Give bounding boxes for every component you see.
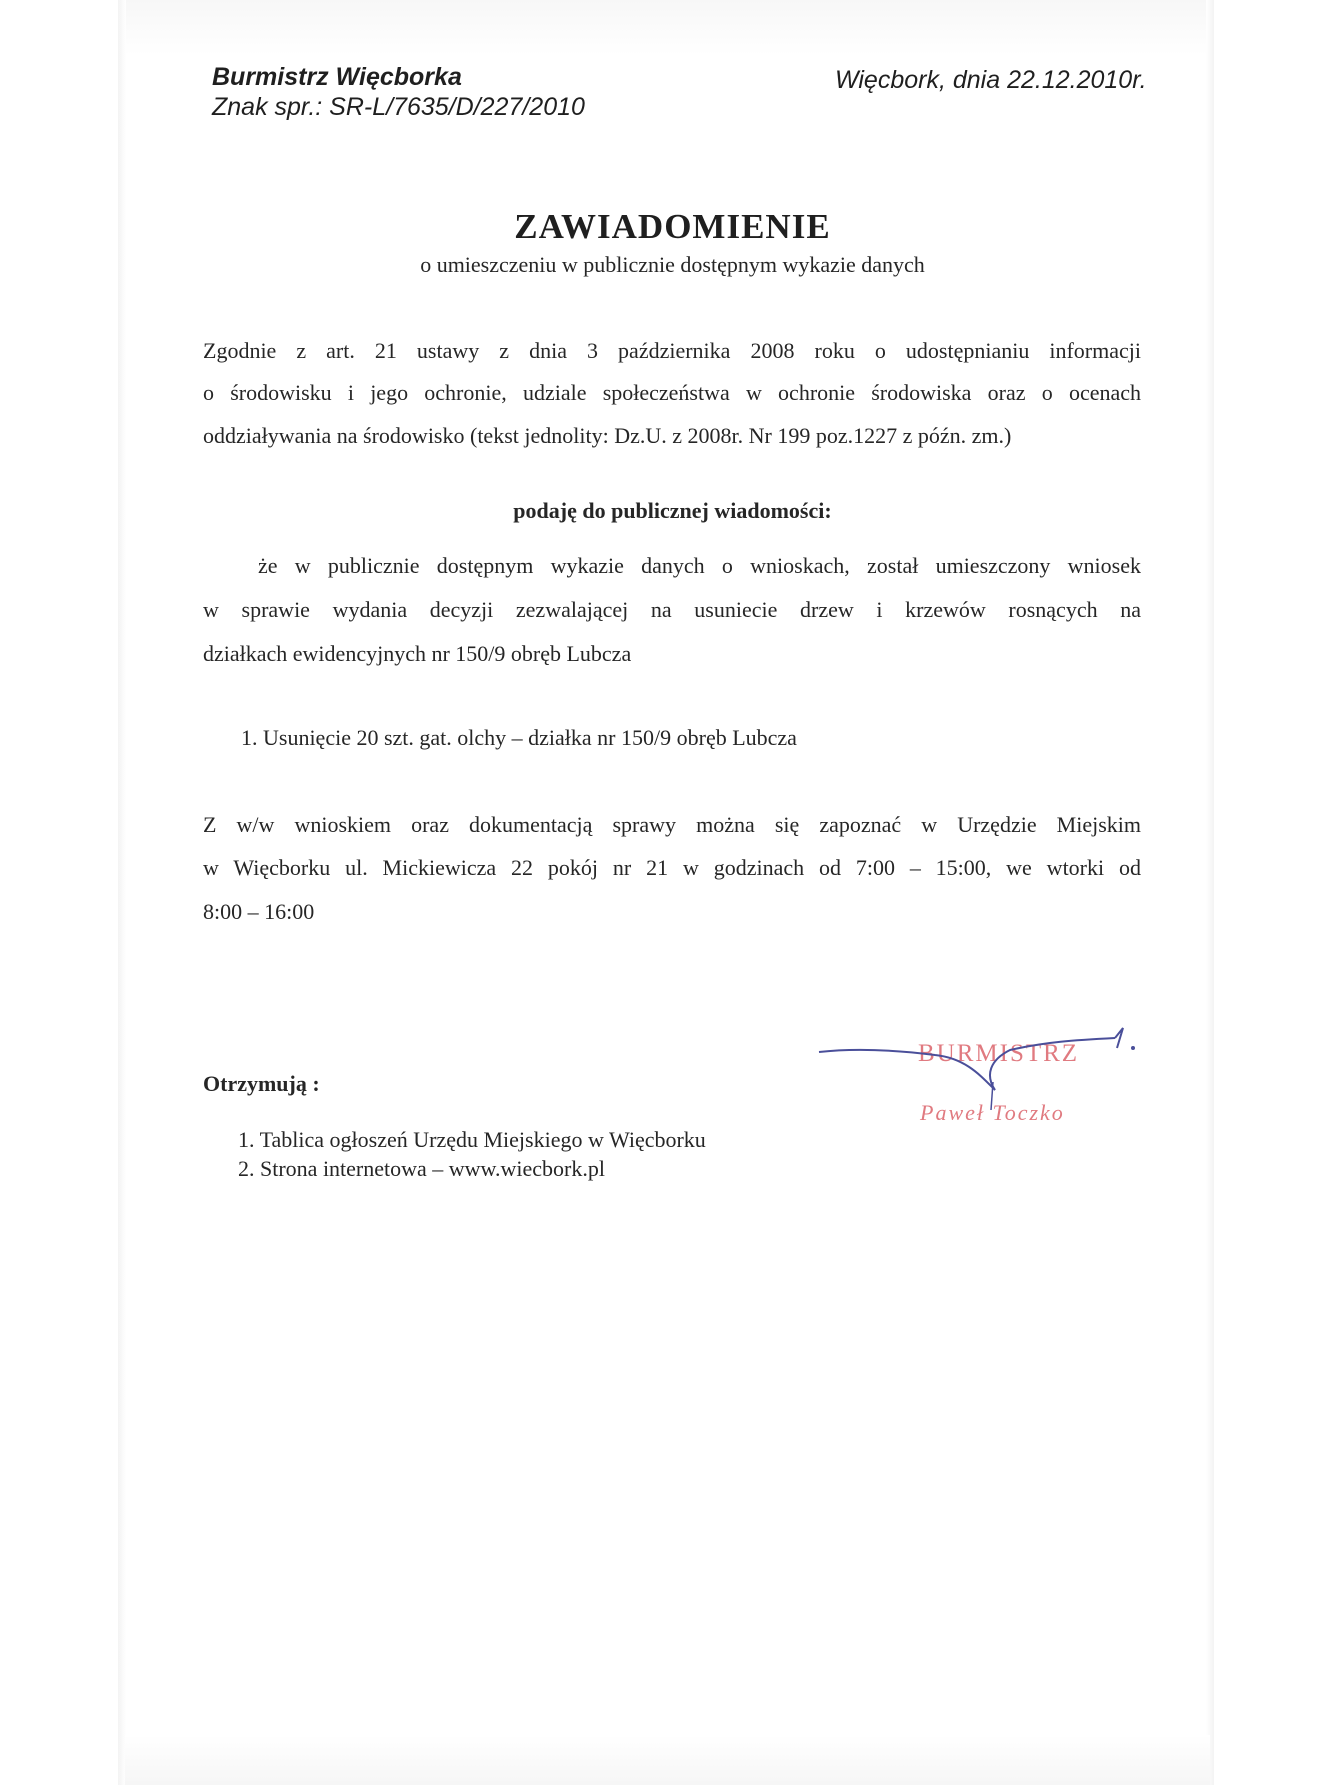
contact-line-3: 8:00 – 16:00 [203, 899, 315, 924]
document-subtitle: o umieszczeniu w publicznie dostępnym wykazie danych [420, 252, 925, 277]
announcement-heading: podaję do publicznej wiadomości: [513, 498, 832, 523]
stamp-title: BURMISTRZ [918, 1040, 1080, 1067]
case-reference: Znak spr.: SR-L/7635/D/227/2010 [212, 93, 585, 121]
intro-line-3: oddziaływania na środowisko (tekst jednolity: Dz.U. z 2008r. Nr 199 poz.1227 z późn. zm.) [203, 423, 1012, 448]
scan-edge-right [1206, 0, 1214, 1785]
scan-edge-bottom [125, 1735, 1210, 1785]
scan-edge-top [125, 0, 1210, 55]
body-line-3: działkach ewidencyjnych nr 150/9 obręb Lubcza [203, 641, 632, 666]
handwritten-signature [815, 1020, 1145, 1130]
place-and-date: Więcbork, dnia 22.12.2010r. [835, 66, 1147, 94]
contact-line-2: w Więcborku ul. Mickiewicza 22 pokój nr 21 w godzinach od 7:00 – 15:00, we wtorki od [203, 855, 1141, 880]
contact-line-1: Z w/w wnioskiem oraz dokumentacją sprawy można się zapoznać w Urzędzie Miejskim [203, 812, 1141, 837]
recipient-item: 2. Strona internetowa – www.wiecbork.pl [238, 1156, 605, 1181]
list-item: 1. Usunięcie 20 szt. gat. olchy – działka nr 150/9 obręb Lubcza [241, 725, 797, 750]
recipient-item: 1. Tablica ogłoszeń Urzędu Miejskiego w Więcborku [238, 1127, 706, 1152]
recipients-heading: Otrzymują : [203, 1071, 320, 1096]
body-line-1: że w publicznie dostępnym wykazie danych o wnioskach, został umieszczony wniosek [258, 553, 1141, 578]
stamp-name: Paweł Toczko [920, 1100, 1065, 1125]
issuer-name: Burmistrz Więcborka [212, 63, 462, 91]
body-line-2: w sprawie wydania decyzji zezwalającej na usuniecie drzew i krzewów rosnących na [203, 597, 1141, 622]
intro-line-2: o środowisku i jego ochronie, udziale społeczeństwa w ochronie środowiska oraz o ocenach [203, 380, 1141, 405]
scan-edge-left [118, 0, 126, 1785]
document-title: ZAWIADOMIENIE [514, 207, 831, 246]
intro-line-1: Zgodnie z art. 21 ustawy z dnia 3 października 2008 roku o udostępnianiu informacji [203, 338, 1141, 363]
